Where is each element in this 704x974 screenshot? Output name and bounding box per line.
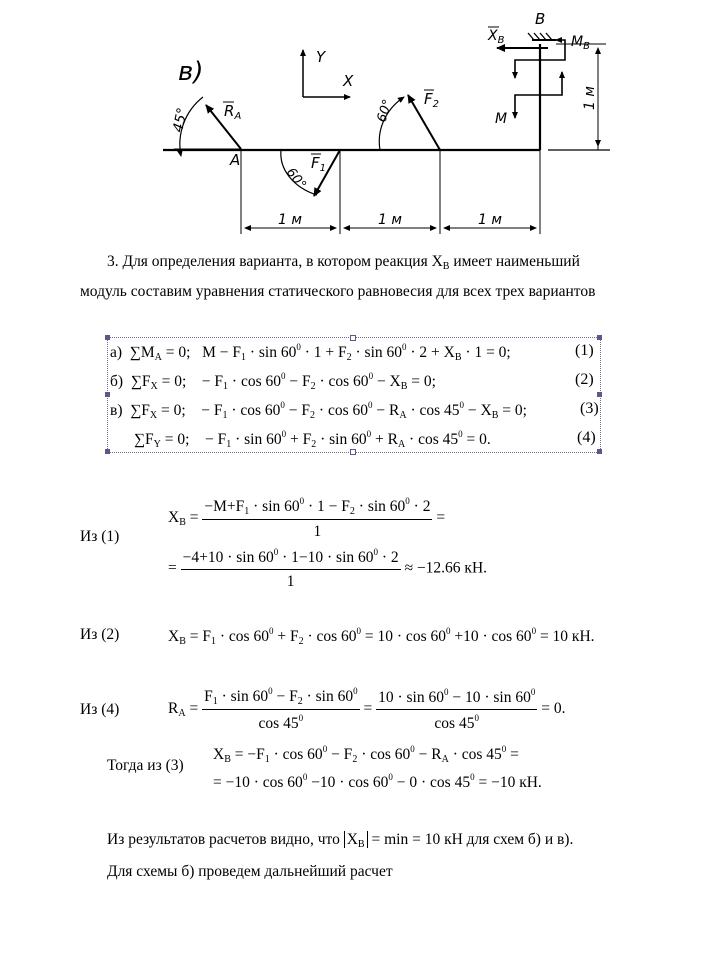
xb-formula-1: $X_B$ = $\frac{-M+F_1 \cdot \sin 60^0 \cdot 1 - F_2 \cdot \sin 60^0 \cdot 2}{1}$ =: [168, 496, 446, 540]
moment-m-upper: [540, 72, 562, 95]
dim-label-1: 1 м: [278, 212, 302, 228]
xb-numeric-3: = $-10 \cdot \cos 60^0 -10 \cdot \cos 60^0 - 0 \cdot \cos 45^0 = -10$ кН.: [213, 772, 542, 791]
xb-numeric-1: = $\frac{-4+10 \cdot \sin 60^0 \cdot 1-10 \cdot \sin 60^0 \cdot 2}{1}$ ≈ −12.66 кН.: [168, 547, 488, 590]
f1-label: $F_1$: [311, 154, 327, 174]
m-label: M: [495, 111, 508, 127]
ra-label: $R_A$: [224, 102, 242, 122]
resize-handle[interactable]: [105, 335, 110, 340]
resize-handle[interactable]: [105, 392, 110, 397]
intro-line-1: 3. Для определения варианта, в котором реакция $X_B$ имеет наименьший: [107, 253, 580, 272]
angle-60-f1-label: 60°: [282, 165, 309, 193]
resize-handle[interactable]: [105, 449, 110, 454]
conclusion-line-1: Из результатов расчетов видно, что $X_B = \min = 10$ кН для схем б) и в).: [107, 831, 574, 850]
fixed-support-b: [528, 33, 556, 40]
intro-line-2: модуль составим уравнения статического равновесия для всех трех вариантов: [80, 283, 596, 300]
dim-label-3: 1 м: [478, 212, 502, 228]
equation-number-4: (4): [577, 429, 596, 446]
from-2-label: Из (2): [80, 626, 120, 643]
xb-label: $X_B$: [488, 28, 505, 46]
mechanics-diagram: [0, 0, 704, 245]
height-dim-label: 1 м: [582, 86, 598, 110]
equation-row-b: б) $\sum F_X = 0$; − $F_1 \cdot \cos 60^0 - F_2 \cdot \cos 60^0 - X_B = 0$;: [110, 371, 436, 392]
equation-number-2: (2): [575, 371, 594, 388]
equation-row-a: а) $\sum M_A = 0$; $M - F_1 \cdot \sin 60^0 \cdot 1 + F_2 \cdot \sin 60^0 \cdot 2 + X_B \cdot 1 = 0$;: [110, 342, 511, 363]
xb-formula-3: $X_B = -F_1 \cdot \cos 60^0 - F_2 \cdot \cos 60^0 - R_A \cdot \cos 45^0$ =: [213, 744, 519, 765]
dim-label-2: 1 м: [378, 212, 402, 228]
point-b-label: B: [535, 10, 546, 28]
xb-formula-2: $X_B = F_1 \cdot \cos 60^0 + F_2 \cdot \cos 60^0 = 10 \cdot \cos 60^0 +10 \cdot \cos 60^0 = 10$ кН.: [168, 626, 595, 647]
axis-x-label: X: [343, 72, 354, 90]
axis-y-label: Y: [316, 48, 326, 66]
point-a-label: A: [230, 151, 241, 169]
abs-xb: $X_B$: [344, 831, 368, 848]
resize-handle[interactable]: [597, 449, 602, 454]
then-3-label: Тогда из (3): [107, 757, 184, 774]
from-1-label: Из (1): [80, 528, 120, 545]
equation-row-c: в) $\sum F_X = 0$; − $F_1 \cdot \cos 60^0 - F_2 \cdot \cos 60^0 - R_A \cdot \cos 45^0 - X_B = 0$;: [110, 400, 527, 421]
resize-handle[interactable]: [350, 335, 356, 341]
resize-handle[interactable]: [597, 392, 602, 397]
moment-mb-lower: [515, 60, 540, 78]
moment-mb-arrow: [540, 40, 565, 60]
resize-handle[interactable]: [597, 335, 602, 340]
variant-label: в): [178, 57, 204, 87]
angle-45-label: 45°: [170, 106, 192, 134]
mb-label: $M_B$: [571, 34, 590, 52]
angle-60-f2-label: 60°: [374, 97, 396, 125]
equation-row-d: $\sum F_Y = 0$; − $F_1 \cdot \sin 60^0 + F_2 \cdot \sin 60^0 + R_A \cdot \cos 45^0 = 0$.: [134, 429, 491, 450]
f2-label: $F_2$: [424, 90, 440, 110]
moment-m-arrow: [515, 95, 540, 118]
beam: [163, 44, 540, 150]
equation-number-1: (1): [575, 342, 594, 359]
equation-number-3: (3): [580, 400, 599, 417]
ra-formula: $R_A$ = $\frac{F_1 \cdot \sin 60^0 - F_2 \cdot \sin 60^0}{\cos 45^0}$ = $\frac{10 \cdot \sin 60^0 - 10 \cdot \sin 60^0}{\cos 45^0}$ = 0.: [168, 686, 566, 732]
conclusion-line-2: Для схемы б) проведем дальнейший расчет: [107, 863, 393, 880]
from-4-label: Из (4): [80, 701, 120, 718]
